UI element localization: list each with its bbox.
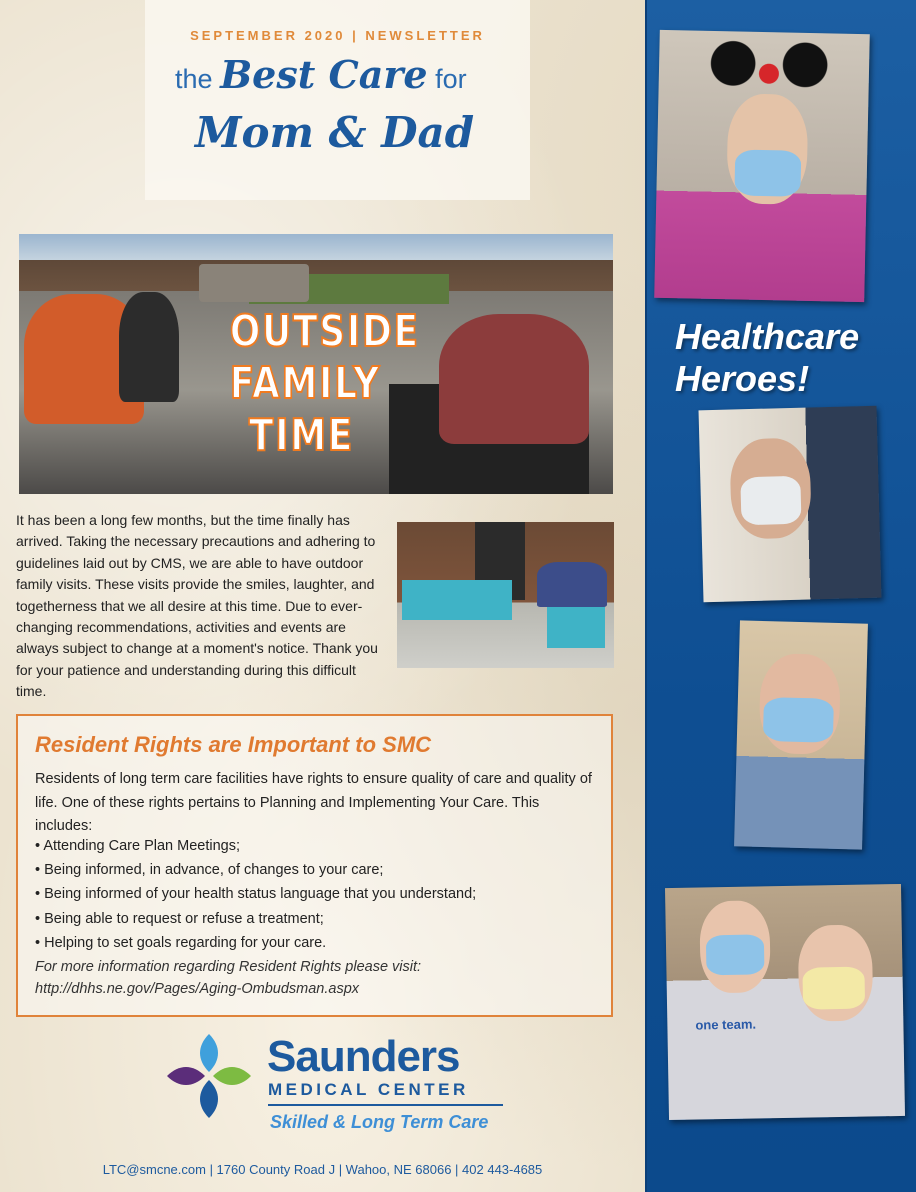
title-for: for	[435, 64, 467, 94]
headline-line-1: Healthcare	[675, 316, 860, 357]
title-best-care: Best Care	[220, 52, 428, 97]
title-line-1	[175, 52, 467, 97]
list-item: • Being informed of your health status language that you understand;	[35, 882, 600, 906]
photo-truck	[199, 264, 309, 302]
overlay-line-3: TIME	[248, 410, 355, 461]
sidebar	[645, 0, 916, 1192]
photo-mask	[706, 934, 765, 975]
photo-mask	[734, 149, 801, 196]
overlay-line-2: FAMILY	[229, 358, 381, 409]
overlay-line-1: OUTSIDE	[229, 306, 420, 357]
headline-line-2: Heroes!	[675, 358, 810, 399]
list-item: • Helping to set goals regarding for your care.	[35, 931, 600, 955]
photo-overlay-text	[229, 306, 420, 462]
hero-photo-4	[665, 884, 905, 1120]
photo-person-resident	[439, 314, 589, 444]
logo-icon	[163, 1030, 255, 1122]
resident-rights-box	[16, 714, 613, 1017]
healthcare-heroes-heading	[675, 316, 859, 400]
photo-person	[537, 562, 607, 607]
hero-photo-2	[699, 406, 882, 603]
masthead	[145, 0, 530, 200]
resident-rights-body: Residents of long term care facilities have rights to ensure quality of care and quality of life. One of these rights pertains to Planning and Implementing Your Care. This includes:	[35, 771, 592, 835]
resident-rights-list	[35, 834, 600, 955]
org-name: Saunders	[267, 1032, 460, 1081]
patio-visit-photo	[397, 522, 614, 668]
photo-mask	[740, 476, 801, 526]
issue-label: SEPTEMBER 2020 | NEWSLETTER	[190, 28, 485, 43]
title-the: the	[175, 64, 213, 94]
shirt-text: one team.	[695, 1016, 757, 1033]
list-item: • Being able to request or refuse a treatment;	[35, 907, 600, 931]
org-tagline: Skilled & Long Term Care	[270, 1112, 489, 1132]
list-item: • Attending Care Plan Meetings;	[35, 834, 600, 858]
footer-contact: LTC@smcne.com | 1760 County Road J | Wahoo, NE 68066 | 402 443-4685	[102, 1162, 543, 1177]
resident-rights-title: Resident Rights are Important to SMC	[35, 732, 432, 757]
photo-mask	[763, 697, 834, 743]
photo-table	[402, 580, 512, 620]
mouse-ears-icon	[709, 39, 830, 90]
outside-family-time-photo	[19, 234, 613, 494]
hero-photo-3	[734, 620, 868, 849]
photo-mask	[802, 967, 865, 1010]
list-item: • Being informed, in advance, of changes to your care;	[35, 858, 600, 882]
intro-paragraph: It has been a long few months, but the time finally has arrived. Taking the necessary precautions and adhering to guidelines laid out by CMS, we are able to have outdoor family visits. These visits provide the smiles, laughter, and togetherness that we all desire at this time. Due to ever-changing recommendations, activities and events are always subject to change at a moment's notice. Thank you for your patience and understanding during this difficult time.	[16, 512, 378, 700]
photo-person-woman	[119, 292, 179, 402]
hero-photo-1	[654, 30, 870, 302]
resident-rights-note: For more information regarding Resident Rights please visit: http://dhhs.ne.gov/Pages/Aging-Ombudsman.aspx	[35, 959, 422, 997]
org-divider	[268, 1104, 503, 1106]
title-line-2: Mom & Dad	[195, 108, 475, 157]
org-subtitle: MEDICAL CENTER	[268, 1080, 469, 1099]
